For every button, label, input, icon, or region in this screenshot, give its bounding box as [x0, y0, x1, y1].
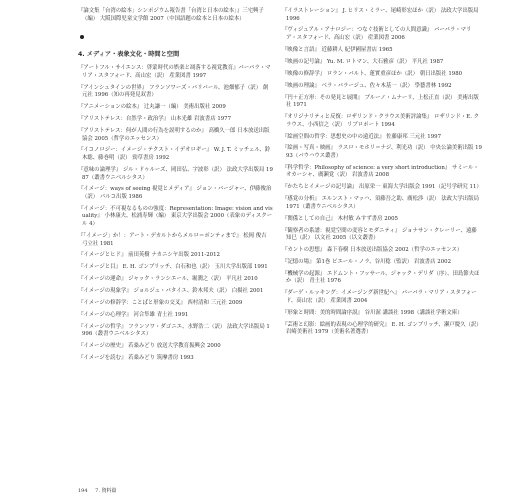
list-item: 『論文集「台湾の絵本」シンポジウム報告書「台湾と日本の絵本」』三宅興子（編） 大阪国際児童文学館 2007（中国語題の絵本と日本の絵本）	[78, 8, 264, 22]
list-item: 『イメージの現象学』 ジョルジュ・バタイユ、鈴木邦夫（訳） 白揚社 2001	[78, 288, 264, 295]
list-item: 『映画の記号論』 Yu. M. ロトマン、大石雅彦（訳） 平凡社 1987	[282, 58, 444, 65]
list-item: 『イラストレーション』 J. ヒリス・ミラー、尾崎彰宏ほか（訳） 法政大学出版局 1996	[282, 8, 479, 22]
footer-label: 7. 資料篇	[95, 488, 117, 494]
list-item: 『意味の論理学』 ジル・ドゥルーズ、岡田弘、宇波彰（訳） 法政大学出版局 1987（叢書ウニベルシタス）	[78, 166, 273, 181]
section-heading: 4. メディア・表象文化・時間と空間	[78, 51, 180, 59]
list-item: 『ダーゲ・ルッキング：イメージング新世紀へ』 バーバラ・マリア・スタフォード、高山宏（訳） 産業図書 2004	[282, 290, 477, 304]
list-item: 『映画の理論』 ベラ・バラージュ、佐々木基一（訳） 學藝書林 1992	[282, 82, 452, 89]
list-item: 『イメージの運命』 ジャック・ランシエール、堀潤之（訳） 平凡社 2010	[78, 276, 258, 283]
list-item: 『イメージの心理学』 河合隼雄 青土社 1991	[78, 311, 189, 318]
list-item: 『芸術と幻影：絵画的表現の心理学的研究』 E. H. ゴンブリッチ、瀬戸慶久（訳） 岩崎美術社 1979（美術名著選書）	[282, 321, 482, 336]
list-item: 『記憶の場』 第1巻 ピエール・ノラ、谷川稔（監訳） 岩波書店 2002	[282, 259, 452, 265]
list-item: 『イメージの哲学』 フランソワ・ダゴニエ、水野浩二（訳） 法政大学出版局 1996（叢書ウニベルシタス）	[78, 323, 270, 338]
bullet-icon	[80, 35, 84, 39]
list-item: 『イメージを読む』 若桑みどり 筑摩書房 1993	[78, 355, 194, 362]
list-item: 『イメージの修辞学：ことばと形象の交叉』 西村清和 三元社 2009	[78, 300, 243, 306]
list-item: 『イメージと目』 E. H. ゴンブリッチ、白石和也（訳） 玉川大学出版部 1991	[78, 264, 268, 271]
list-item: 『イメージとヒド』 前田英樹 ナカニシヤ出版 2011-2012	[78, 252, 220, 259]
list-item: 『映像と言語』 近藤耕人 紀伊國屋書店 1965	[282, 46, 393, 53]
list-item: 『形象と時間：美的時間論序説』 谷川渥 講談社 1998（講談社学術文庫）	[282, 309, 463, 316]
page-number: 194	[78, 488, 88, 494]
page-footer	[78, 487, 117, 494]
left-entry-list	[78, 65, 273, 363]
list-item: 『絵画空間の哲学：思想史の中の遠近法』 佐藤康邦 三元社 1997	[282, 133, 442, 140]
left-column	[78, 8, 273, 367]
list-item: 『かたちとイメージの記号論』 出原栄一 東海大学出版会 1991（記号学研究 11）	[282, 184, 482, 191]
list-item: 『カントの思想』 森下春樹 日本放送出版協会 2002（哲学のエッセンス）	[282, 247, 463, 254]
list-item: 『関係としての自己』 木村敏 みすず書房 2005	[282, 215, 398, 222]
right-column	[282, 8, 482, 341]
list-item: 『円＋正方形：その発見と展開』 ブルーノ・ムナーリ、上松正直（訳） 美術出版社 1971	[282, 94, 479, 109]
list-item: 『「イメージ」か！：アート・デカルトからメルロ＝ポンティまで』 松岡 俊吉 弓立社 1981	[78, 232, 267, 247]
list-item: 『感覚の分析』 エルンスト・マッハ、須藤吾之助、廣松渉（訳） 法政大学出版局 1971（叢書ウニベルシタス）	[282, 196, 479, 210]
list-item: 『観察者の系譜：視覚空間の変容とモダニティ』 ジョナサン・クレーリー、遠藤知巳（訳） 以文社 2005（以文叢書）	[282, 227, 477, 242]
list-item: 『イコノロジー：イメージ・テクスト・イデオロギー』 W. J. T. ミッチェル、鈴木聡、藤巻明（訳） 勁草書房 1992	[78, 147, 271, 162]
list-item: 『機械学の起源』 エドムント・フッサール、ジャック・デリダ（序）、田島節夫ほか（訳） 青土社 1976	[282, 270, 480, 285]
list-item: 『映像の修辞学』 ロラン・バルト、蓮實重彦ほか（訳） 朝日出版社 1980	[282, 70, 463, 77]
list-item: 『ヴィジュアル・アナロジー：つなぐ技術としての人間意識』 バーバラ・マリア・スタフォード、高山宏（訳） 産業図書 2006	[282, 27, 472, 42]
list-item: 『オリジナリティと反復：ロザリンド・クラウス美術評論集』 ロザリンド・E. クラウス、小西信之（訳） リブロポート 1994	[282, 114, 480, 128]
list-item: 『イメージ：不可視なるものの強度：Representation: Image: vision and visuality』 小林康夫、松浦寿輝（編） 東京大学出版会 2000（表象のディスクール 4）	[78, 205, 273, 228]
list-item: 『アニメーションの絵本』 辻丸謙一（編） 美術出版社 2009	[78, 104, 226, 111]
list-item: 『絵画・写真・映画』 ラスロ・モホリ＝ナジ、利光功（訳） 中央公論美術出版 1993（バウハウス叢書）	[282, 145, 482, 159]
list-item: 『アリストテレス：自然学・政治学』 山本光雄 岩波書店 1977	[78, 116, 232, 123]
list-item: 『科学哲学：Philosophy of science: a very short introduction』 サミール・オカーシャ、廣瀬覚（訳） 岩波書店 2008	[282, 164, 479, 179]
list-item: 『アートフル・サイエンス：啓蒙時代の娯楽と凋落する視覚教育』バーバラ・マリア・スタフォード、高山宏（訳） 産業図書 1997	[78, 65, 271, 79]
list-item: 『イメージ：ways of seeing 視覚とメディア』 ジョン・バージャー、伊藤俊治（訳） パルコ出版 1986	[78, 186, 272, 200]
list-item: 『アインシュタインの世界』 フランソワーズ・バリバール、池畑郁子（訳） 創元社 1996（知の再発見双書）	[78, 84, 269, 99]
list-item: 『イメージの歴史』 若桑みどり 放送大学教育振興会 2000	[78, 343, 221, 350]
list-item: 『アリストテレス：何が人間の行為を説明するのか』 高橋久一郎 日本放送出版協会 2005（哲学のエッセンス）	[78, 127, 270, 142]
right-entry-list	[282, 8, 482, 337]
